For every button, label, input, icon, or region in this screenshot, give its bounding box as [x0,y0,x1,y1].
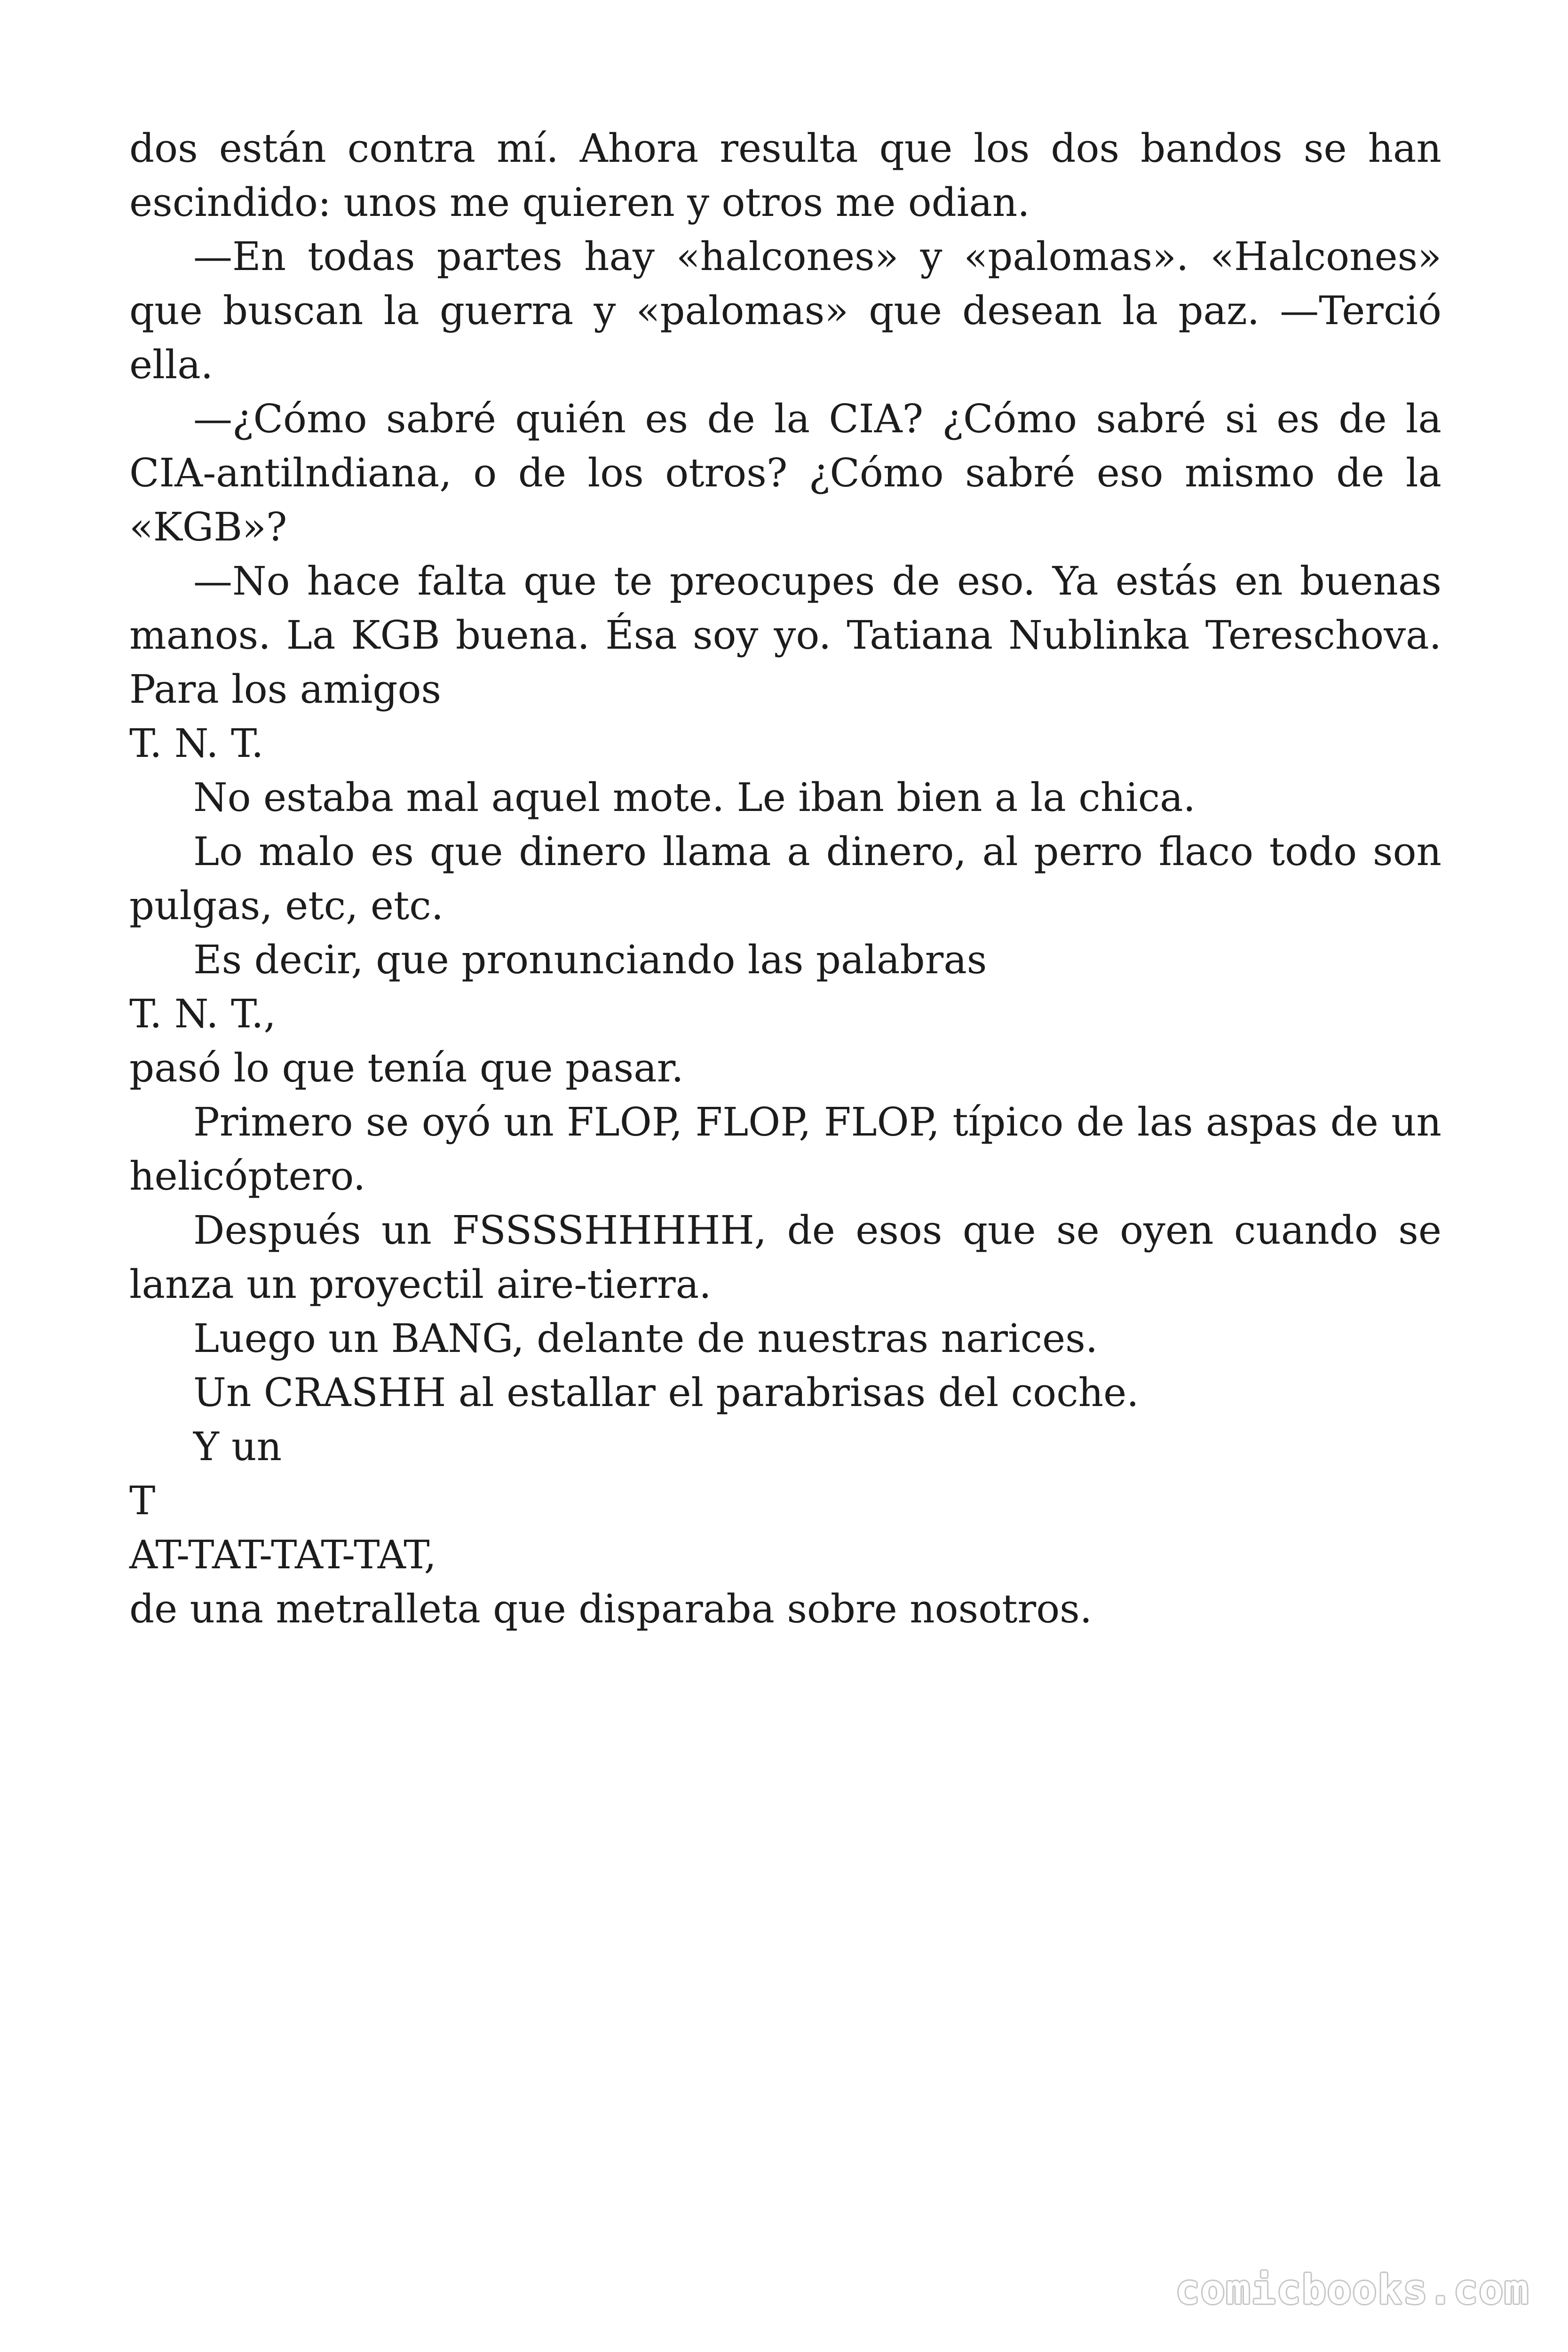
body-text [129,121,1441,1636]
paragraph: AT-TAT-TAT-TAT, [129,1532,436,1578]
paragraph: T [129,1478,156,1524]
paragraph: Primero se oyó un FLOP, FLOP, FLOP, típico de las aspas de un helicóptero. [129,1099,1441,1199]
paragraph: T. N. T., [129,991,276,1037]
watermark: comicbooks.com [1175,2266,1529,2313]
paragraph: pasó lo que tenía que pasar. [129,1045,684,1091]
paragraph: —En todas partes hay «halcones» y «palomas». «Halcones» que buscan la guerra y «palomas» que desean la paz. —Terció ella. [129,234,1441,388]
paragraph: dos están contra mí. Ahora resulta que los dos bandos se han escindido: unos me quieren y otros me odian. [129,126,1441,225]
paragraph: Un CRASHH al estallar el parabrisas del coche. [193,1370,1139,1415]
paragraph: Lo malo es que dinero llama a dinero, al perro flaco todo son pulgas, etc, etc. [129,829,1441,929]
paragraph: No estaba mal aquel mote. Le iban bien a la chica. [193,775,1196,820]
paragraph: T. N. T. [129,721,264,766]
paragraph: Luego un BANG, delante de nuestras narices. [193,1316,1098,1361]
paragraph: Es decir, que pronunciando las palabras [193,937,987,983]
paragraph: Después un FSSSSHHHHH, de esos que se oyen cuando se lanza un proyectil aire-tierra. [129,1208,1441,1307]
paragraph: de una metralleta que disparaba sobre nosotros. [129,1586,1093,1632]
paragraph: Y un [193,1424,282,1470]
paragraph: —No hace falta que te preocupes de eso. Ya estás en buenas manos. La KGB buena. Ésa soy yo. Tatiana Nublinka Tereschova. Para los amigos [129,558,1441,712]
paragraph: —¿Cómo sabré quién es de la CIA? ¿Cómo sabré si es de la CIA-antilndiana, o de los otros? ¿Cómo sabré eso mismo de la «KGB»? [129,396,1441,550]
